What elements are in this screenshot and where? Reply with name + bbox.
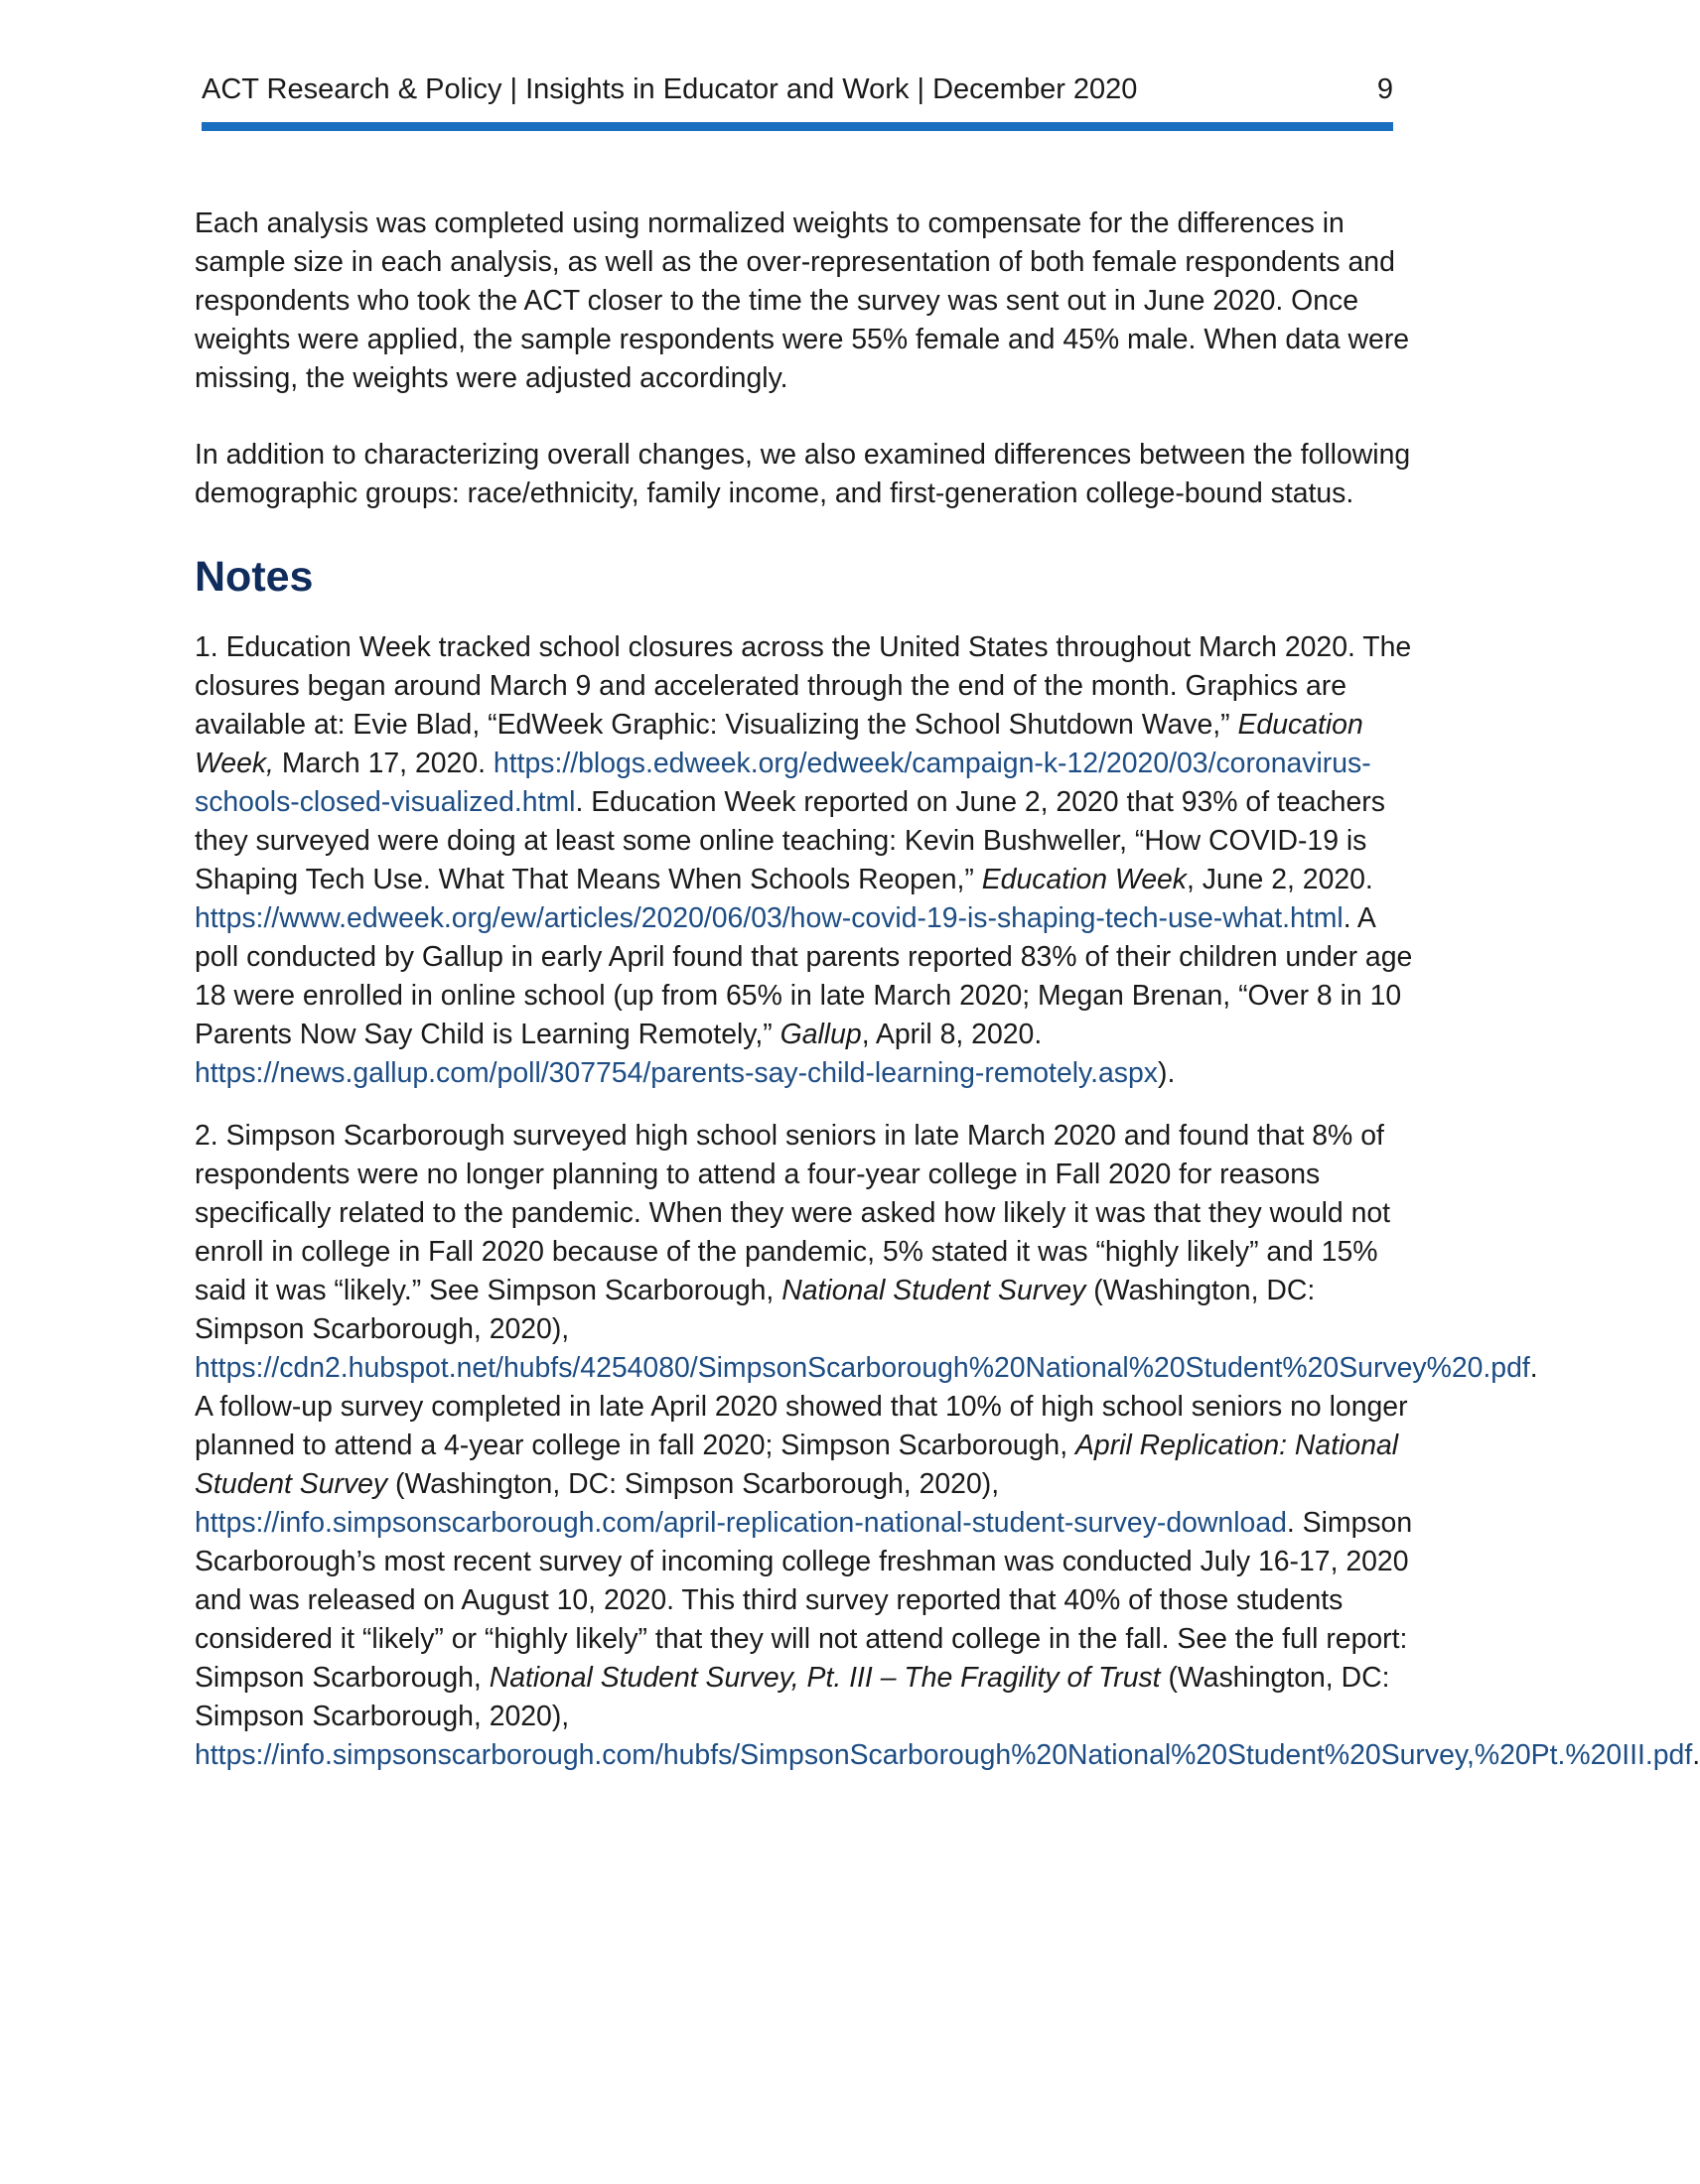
reference-link[interactable]: https://cdn2.hubspot.net/hubfs/4254080/SimpsonScarborough%20National%20Student%20Survey%20.pdf bbox=[195, 1352, 1530, 1384]
page-number: 9 bbox=[1376, 73, 1393, 105]
note-1 bbox=[195, 628, 1416, 1093]
note-text: . Simpson Scarborough’s most recent survey of incoming college freshman was conducted July 16-17, 2020 and was released on August 10, 2020. This third survey reported that 40% of those students considered it “likely” or “highly likely” that they will not attend college in the fall. See the full report: Simpson Scarborough, bbox=[195, 1507, 1413, 1694]
note-text: (Washington, DC: Simpson Scarborough, 2020), bbox=[195, 1275, 1316, 1345]
note-text: (Washington, DC: Simpson Scarborough, 2020), bbox=[195, 1662, 1390, 1732]
notes-heading: Notes bbox=[195, 553, 314, 601]
citation-title: Education Week, bbox=[195, 709, 1363, 779]
note-text: , June 2, 2020. bbox=[1186, 864, 1373, 895]
page-content bbox=[195, 205, 1700, 1775]
note-text: . bbox=[1692, 1739, 1700, 1771]
body-paragraph: In addition to characterizing overall changes, we also examined differences between the following demographic groups: race/ethnicity, family income, and first-generation college-bound status. bbox=[195, 439, 1411, 509]
note-text: . A poll conducted by Gallup in early April found that parents reported 83% of their children under age 18 were enrolled in online school (up from 65% in late March 2020; Megan Brenan, “Over 8 in 10 Parents Now Say Child is Learning Remotely,” bbox=[195, 902, 1413, 1050]
note-2 bbox=[195, 1117, 1700, 1775]
header-rule bbox=[202, 122, 1393, 131]
reference-link[interactable]: https://info.simpsonscarborough.com/april-replication-national-student-survey-download bbox=[195, 1507, 1287, 1539]
reference-link[interactable]: https://news.gallup.com/poll/307754/parents-say-child-learning-remotely.aspx bbox=[195, 1057, 1158, 1089]
reference-link[interactable]: https://info.simpsonscarborough.com/hubfs/SimpsonScarborough%20National%20Student%20Survey,%20Pt.%20III.pdf bbox=[195, 1739, 1693, 1771]
citation-title: April Replication: National Student Survey bbox=[195, 1430, 1399, 1500]
citation-title: National Student Survey, Pt. III – The Fragility of Trust bbox=[489, 1662, 1161, 1694]
note-text: , April 8, 2020. bbox=[861, 1019, 1043, 1050]
citation-title: Gallup bbox=[779, 1019, 862, 1050]
note-text: . A follow-up survey completed in late April 2020 showed that 10% of high school seniors no longer planned to attend a 4-year college in fall 2020; Simpson Scarborough, bbox=[195, 1352, 1538, 1461]
citation-title: Education Week bbox=[981, 864, 1187, 895]
citation-title: National Student Survey bbox=[781, 1275, 1086, 1306]
note-text: (Washington, DC: Simpson Scarborough, 2020), bbox=[387, 1468, 1000, 1500]
page-header bbox=[202, 69, 1393, 109]
note-text: 2. Simpson Scarborough surveyed high school seniors in late March 2020 and found that 8% of respondents were no longer planning to attend a four-year college in Fall 2020 for reasons specifically related to the pandemic. When they were asked how likely it was that they would not enroll in college in Fall 2020 because of the pandemic, 5% stated it was “highly likely” and 15% said it was “likely.” See Simpson Scarborough, bbox=[195, 1120, 1391, 1306]
note-text: ). bbox=[1157, 1057, 1176, 1089]
reference-link[interactable]: https://blogs.edweek.org/edweek/campaign-k-12/2020/03/coronavirus-schools-closed-visualized.html bbox=[195, 748, 1371, 818]
note-text: March 17, 2020. bbox=[273, 748, 494, 779]
reference-link[interactable]: https://www.edweek.org/ew/articles/2020/06/03/how-covid-19-is-shaping-tech-use-what.html bbox=[195, 902, 1344, 934]
header-title: ACT Research & Policy | Insights in Educator and Work | December 2020 bbox=[202, 73, 1138, 105]
body-paragraph: Each analysis was completed using normalized weights to compensate for the differences in sample size in each analysis, as well as the over-representation of both female respondents and respondents who took the ACT closer to the time the survey was sent out in June 2020. Once weights were applied, the sample respondents were 55% female and 45% male. When data were missing, the weights were adjusted accordingly. bbox=[195, 207, 1410, 394]
note-text: . Education Week reported on June 2, 2020 that 93% of teachers they surveyed were doing at least some online teaching: Kevin Bushweller, “How COVID-19 is Shaping Tech Use. What That Means When Schools Reopen,” bbox=[195, 786, 1385, 895]
note-text: 1. Education Week tracked school closures across the United States throughout March 2020. The closures began around March 9 and accelerated through the end of the month. Graphics are available at: Evie Blad, “EdWeek Graphic: Visualizing the School Shutdown Wave,” bbox=[195, 631, 1412, 741]
